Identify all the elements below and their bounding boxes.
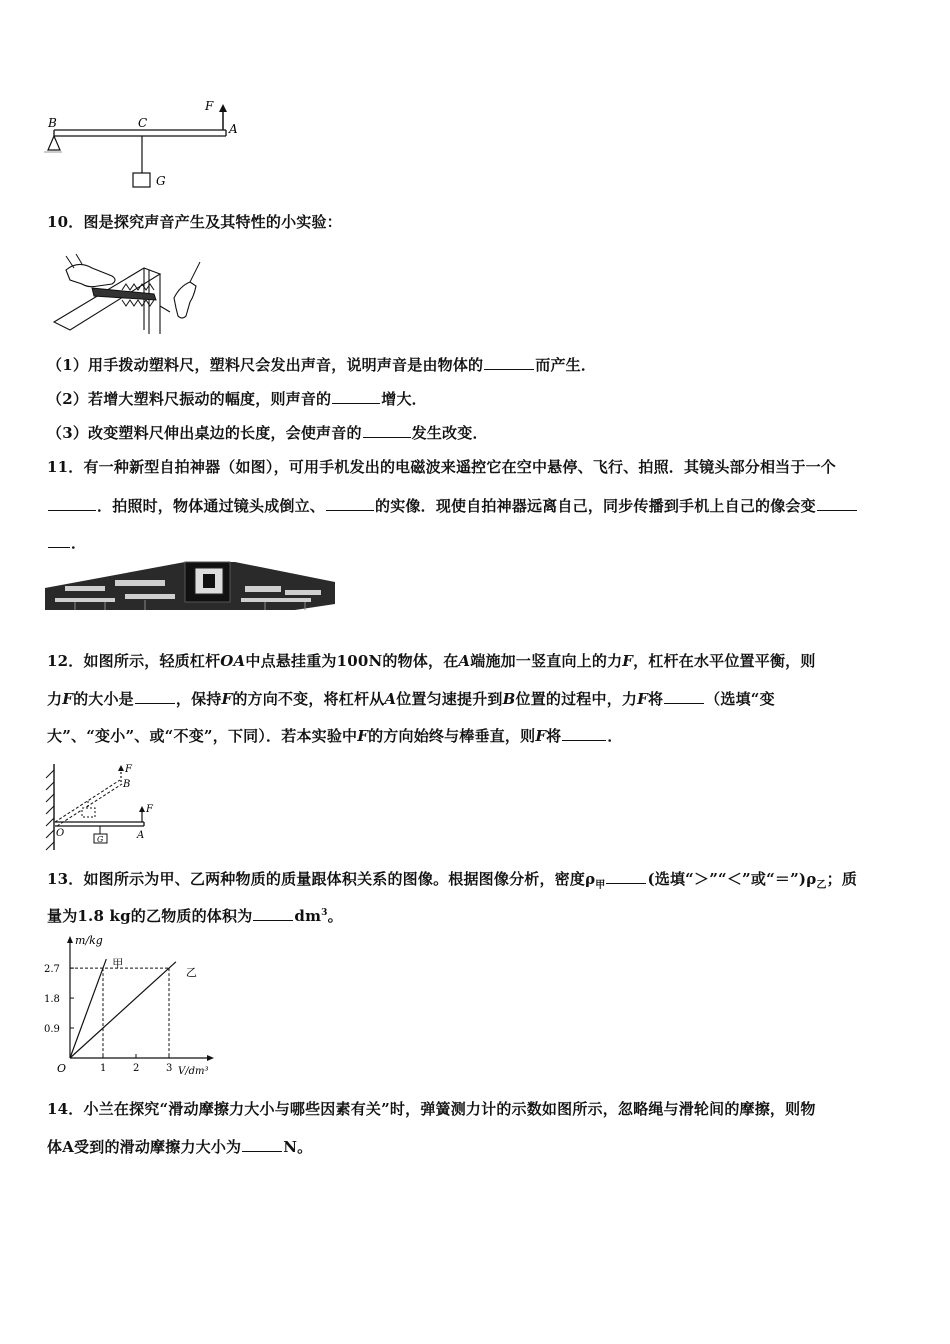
weight-box	[133, 173, 150, 187]
q13-line2: 量为1.8 kg的乙物质的体积为 $dm^3$。	[47, 907, 343, 925]
answer-blank[interactable]	[242, 1137, 282, 1152]
x-tick-label: 1	[100, 1063, 107, 1074]
label-B: B	[48, 116, 57, 130]
label-F: F	[205, 99, 214, 113]
y-axis-arrow	[67, 936, 73, 943]
fig12-label-A: A	[137, 830, 145, 841]
answer-blank[interactable]	[253, 906, 293, 921]
x-tick-label: 3	[166, 1063, 173, 1074]
ruler-experiment-figure	[52, 250, 202, 335]
q12-line3: 大”、“变小”、或“不变”，下同）．若本实验中F的方向始终与棒垂直，则F将 ．	[47, 727, 623, 745]
x-axis-arrow	[207, 1055, 214, 1061]
origin-label: O	[57, 1062, 67, 1075]
q12-line1: 12．如图所示，轻质杠杆OA中点悬挂重为100N的物体，在A端施加一竖直向上的力F，杠杆在水平位置平衡，则	[47, 652, 816, 670]
q11-line2: ．拍照时，物体通过镜头成倒立、 的实像．现使自拍神器远离自己，同步传播到手机上自己的像会变	[47, 495, 858, 516]
y-tick-label: 2.7	[44, 964, 60, 976]
q10-part3: （3）改变塑料尺伸出桌边的长度，会使声音的 发生改变．	[47, 424, 488, 442]
answer-blank[interactable]	[606, 869, 646, 884]
answer-blank[interactable]	[363, 423, 411, 438]
answer-blank[interactable]	[326, 496, 374, 511]
mass-volume-chart	[40, 930, 220, 1080]
lever-wall-figure	[40, 758, 170, 853]
fig12-label-F-b: F	[125, 764, 132, 775]
answer-blank[interactable]	[664, 689, 704, 704]
lever-figure	[40, 95, 250, 195]
answer-blank[interactable]	[135, 689, 175, 704]
y-tick-label: 1.8	[44, 994, 60, 1006]
q10-part1: （1）用手拨动塑料尺，塑料尺会发出声音，说明声音是由物体的 而产生．	[47, 356, 597, 374]
x-axis-label: V/dm³	[178, 1066, 209, 1077]
selfie-drone-image	[45, 558, 335, 614]
q13-line1: 13．如图所示为甲、乙两种物质的质量跟体积关系的图像。根据图像分析，密度$\rho_甲$ (选填“＞”“＜”或“$=”)\rho_乙$；质	[47, 870, 858, 891]
label-C: C	[138, 116, 148, 130]
pivot-triangle	[48, 136, 60, 150]
fig12-label-O: O	[56, 828, 65, 839]
series-line-yi	[70, 962, 176, 1058]
force-arrow	[219, 104, 227, 112]
fig12-label-B: B	[123, 779, 131, 790]
q11-line3: ．	[47, 532, 86, 553]
q11-line1: 11．有一种新型自拍神器（如图），可用手机发出的电磁波来遥控它在空中悬停、飞行、拍照．其镜头部分相当于一个	[47, 458, 836, 476]
q14-line1: 14．小兰在探究“滑动摩擦力大小与哪些因素有关”时，弹簧测力计的示数如图所示，忽略绳与滑轮间的摩擦，则物	[47, 1100, 816, 1118]
q12-line2: 力F的大小是 ，保持F的方向不变，将杠杆从A位置匀速提升到B位置的过程中，力F将 （选填“变	[47, 690, 775, 708]
fig12-label-G: G	[97, 835, 104, 844]
answer-blank[interactable]	[48, 533, 70, 548]
answer-blank[interactable]	[484, 355, 534, 370]
x-tick-label: 2	[133, 1063, 140, 1074]
label-A: A	[229, 122, 238, 136]
q10-title: 10．图是探究声音产生及其特性的小实验：	[47, 213, 342, 231]
series-line-jia	[70, 959, 106, 1058]
q10-part2: （2）若增大塑料尺振动的幅度，则声音的 增大．	[47, 390, 427, 408]
fig12-label-F-a: F	[146, 804, 153, 815]
y-tick-label: 0.9	[44, 1024, 60, 1036]
label-G: G	[156, 174, 166, 188]
series-label-jia: 甲	[112, 957, 124, 971]
answer-blank[interactable]	[817, 496, 857, 511]
answer-blank[interactable]	[562, 726, 606, 741]
answer-blank[interactable]	[48, 496, 96, 511]
answer-blank[interactable]	[332, 389, 380, 404]
q14-line2: 体A受到的滑动摩擦力大小为 N。	[47, 1138, 313, 1156]
series-label-yi: 乙	[185, 965, 197, 979]
y-axis-label: m/kg	[75, 934, 103, 947]
